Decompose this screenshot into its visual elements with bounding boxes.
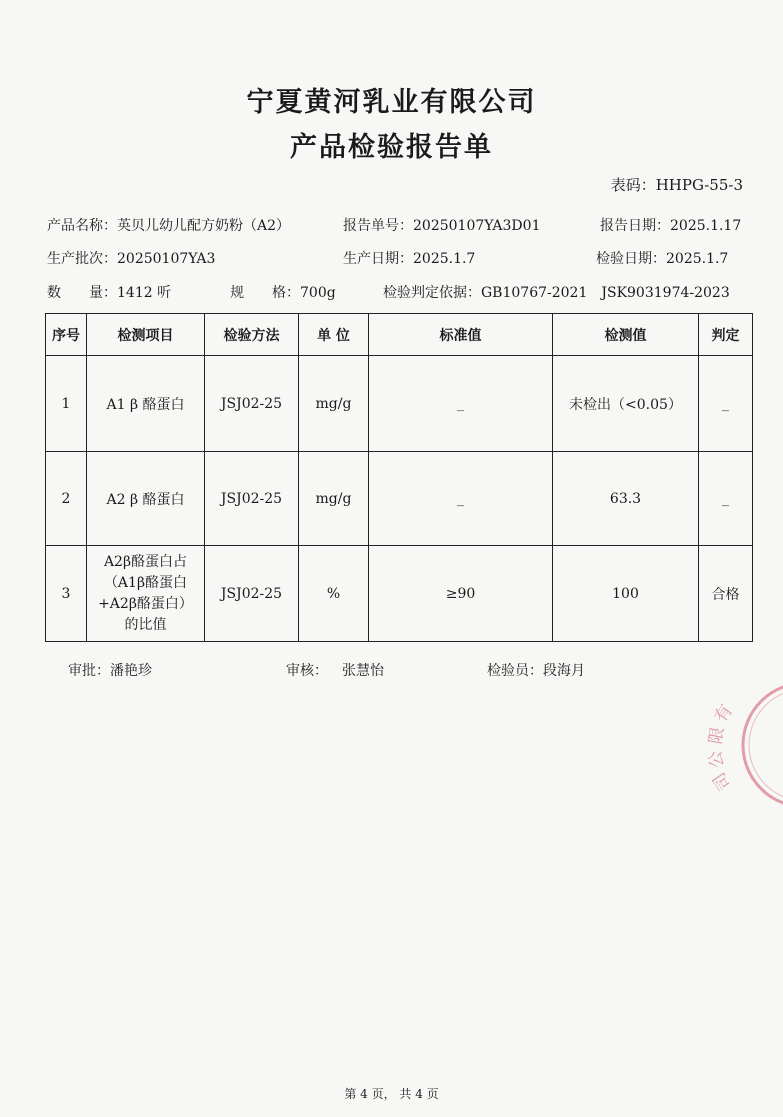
inspector-field [487, 660, 585, 680]
cell-item: A1 β 酪蛋白 [87, 356, 205, 452]
inspector-name: 段海月 [543, 663, 585, 679]
basis-value: GB10767-2021 JSK9031974-2023 [481, 285, 730, 301]
cell-item: A2β酪蛋白占（A1β酪蛋白+A2β酪蛋白）的比值 [87, 546, 205, 642]
cell-unit: mg/g [299, 452, 369, 546]
batch-field [47, 248, 215, 268]
basis-label: 检验判定依据： [383, 285, 481, 301]
svg-text:公: 公 [705, 749, 729, 770]
report-date-value: 2025.1.17 [670, 218, 742, 234]
cell-standard: _ [369, 356, 553, 452]
header-result: 检测值 [553, 314, 699, 356]
approver-label: 审批： [68, 663, 110, 679]
header-seq: 序号 [46, 314, 87, 356]
cell-item: A2 β 酪蛋白 [87, 452, 205, 546]
reviewer-label: 审核： [286, 663, 328, 679]
header-method: 检验方法 [205, 314, 299, 356]
cell-result: 未检出（<0.05） [553, 356, 699, 452]
cell-seq: 3 [46, 546, 87, 642]
report-date-label: 报告日期： [600, 218, 670, 234]
inspection-date-label: 检验日期： [596, 251, 666, 267]
cell-judgement: _ [699, 356, 753, 452]
report-no-field [343, 215, 540, 235]
company-name: 宁夏黄河乳业有限公司 [246, 87, 537, 118]
reviewer-name: 张慧怡 [342, 663, 384, 679]
header-unit: 单 位 [299, 314, 369, 356]
cell-method: JSJ02-25 [205, 356, 299, 452]
table-row [46, 452, 753, 546]
cell-method: JSJ02-25 [205, 546, 299, 642]
cell-standard: _ [369, 452, 553, 546]
table-row [46, 546, 753, 642]
inspection-table [45, 313, 753, 642]
cell-judgement: _ [699, 452, 753, 546]
batch-label: 生产批次： [47, 251, 117, 267]
cell-judgement: 合格 [699, 546, 753, 642]
report-no-label: 报告单号： [343, 218, 413, 234]
form-code: 表码：HHPG-55-3 [610, 176, 743, 194]
production-date-value: 2025.1.7 [413, 251, 476, 267]
approver-field [68, 660, 152, 680]
approver-name: 潘艳珍 [110, 663, 152, 679]
product-name-label: 产品名称： [47, 218, 117, 234]
spec-field [230, 282, 336, 302]
report-title: 产品检验报告单 [290, 132, 493, 163]
cell-unit: % [299, 546, 369, 642]
spec-value: 700g [300, 285, 336, 301]
quantity-value: 1412 听 [117, 285, 172, 301]
production-date-label: 生产日期： [343, 251, 413, 267]
quantity-label: 数 量： [47, 285, 117, 301]
report-no-value: 20250107YA3D01 [413, 218, 541, 234]
company-seal-stamp [700, 680, 783, 810]
report-date-field [600, 215, 741, 235]
inspector-label: 检验员： [487, 663, 543, 679]
table-header-row [46, 314, 753, 356]
cell-seq: 2 [46, 452, 87, 546]
inspection-date-value: 2025.1.7 [666, 251, 729, 267]
cell-standard: ≥90 [369, 546, 553, 642]
inspection-date-field [596, 248, 728, 268]
basis-field [383, 282, 730, 302]
cell-method: JSJ02-25 [205, 452, 299, 546]
cell-result: 63.3 [553, 452, 699, 546]
product-name-value: 英贝儿幼儿配方奶粉（A2） [117, 218, 291, 234]
quantity-field [47, 282, 171, 302]
header-item: 检测项目 [87, 314, 205, 356]
cell-unit: mg/g [299, 356, 369, 452]
product-name-field [47, 215, 290, 235]
cell-seq: 1 [46, 356, 87, 452]
header-standard: 标准值 [369, 314, 553, 356]
spec-label: 规 格： [230, 285, 300, 301]
svg-text:有: 有 [710, 701, 738, 727]
header-judgement: 判定 [699, 314, 753, 356]
svg-text:限: 限 [705, 725, 729, 746]
production-date-field [343, 248, 475, 268]
cell-result: 100 [553, 546, 699, 642]
batch-value: 20250107YA3 [117, 251, 216, 267]
svg-text:司: 司 [709, 768, 736, 794]
page-footer: 第 4 页， 共 4 页 [344, 1087, 439, 1101]
reviewer-field [286, 660, 384, 680]
table-row [46, 356, 753, 452]
